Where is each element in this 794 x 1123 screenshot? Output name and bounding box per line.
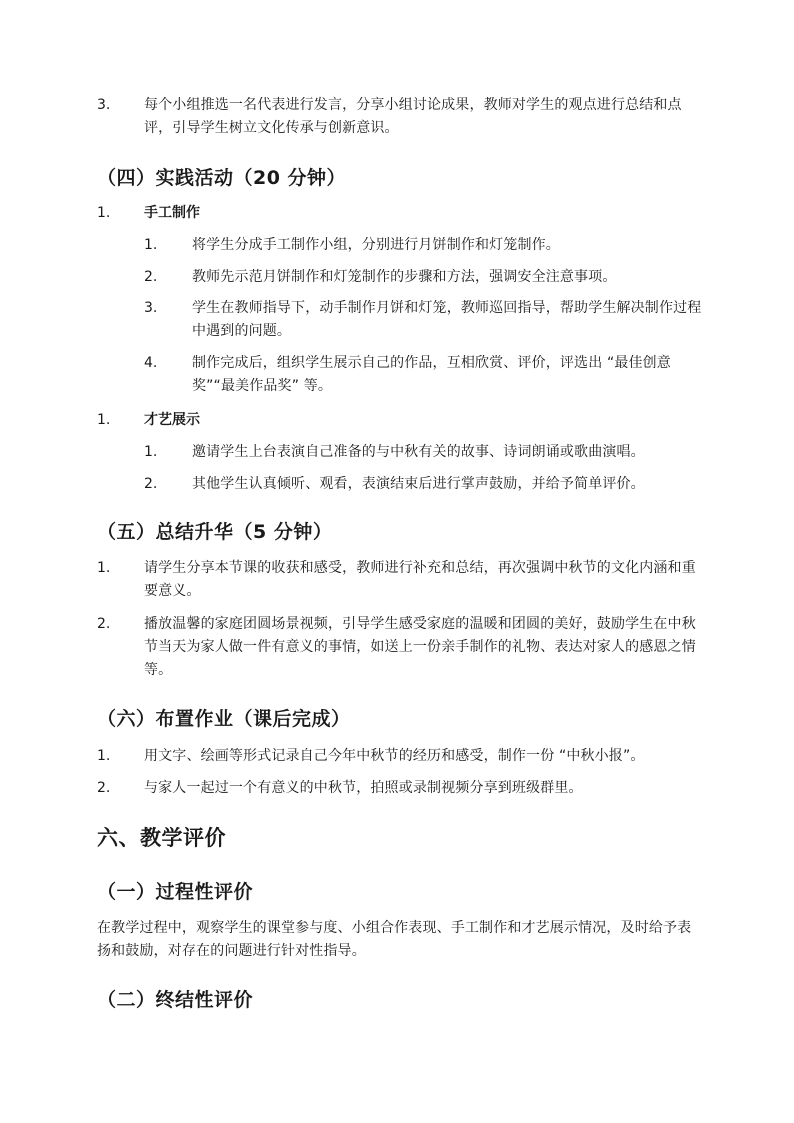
list-item-number: 1. [97,560,111,576]
group-number: 1. [97,205,111,221]
list-item-text: 其他学生认真倾听、观看，表演结束后进行掌声鼓励，并给予简单评价。 [192,476,645,492]
list-item-text: 每个小组推选一名代表进行发言，分享小组讨论成果，教师对学生的观点进行总结和点评，引导学生树立文化传承与创新意识。 [144,97,682,136]
list-item-text: 学生在教师指导下，动手制作月饼和灯笼，教师巡回指导，帮助学生解决制作过程中遇到的问题。 [192,300,702,339]
section-heading-process-evaluation: （一）过程性评价 [97,881,254,903]
group-title-talent: 才艺展示 [144,412,200,428]
list-item-text: 将学生分成手工制作小组，分别进行月饼制作和灯笼制作。 [192,237,560,253]
list-item-text: 请学生分享本节课的收获和感受，教师进行补充和总结，再次强调中秋节的文化内涵和重要意义。 [144,560,696,599]
list-item-number: 1. [97,748,111,764]
list-item-number: 4. [144,355,158,371]
section-heading-practice: （四）实践活动（20 分钟） [97,167,347,189]
list-item-text: 教师先示范月饼制作和灯笼制作的步骤和方法，强调安全注意事项。 [192,269,617,285]
group-number: 1. [97,412,111,428]
list-item-text: 与家人一起过一个有意义的中秋节，拍照或录制视频分享到班级群里。 [144,780,583,796]
list-item-number: 3. [97,97,111,113]
list-item-text: 播放温馨的家庭团圆场景视频，引导学生感受家庭的温暖和团圆的美好，鼓励学生在中秋节当天为家人做一件有意义的事情，如送上一份亲手制作的礼物、表达对家人的感恩之情等。 [144,616,696,678]
section-heading-summative-evaluation: （二）终结性评价 [97,989,254,1011]
list-item-text: 邀请学生上台表演自己准备的与中秋有关的故事、诗词朗诵或歌曲演唱。 [192,444,645,460]
paragraph-process-evaluation: 在教学过程中，观察学生的课堂参与度、小组合作表现、手工制作和才艺展示情况，及时给予表扬和鼓励，对存在的问题进行针对性指导。 [97,920,692,959]
list-item-number: 1. [144,444,158,460]
section-heading-homework: （六）布置作业（课后完成） [97,708,351,730]
list-item-number: 1. [144,237,158,253]
list-item-number: 2. [144,269,158,285]
list-item-number: 2. [97,780,111,796]
chapter-heading-evaluation: 六、教学评价 [97,826,226,850]
list-item-number: 2. [144,476,158,492]
list-item-number: 3. [144,300,158,316]
group-title-handcraft: 手工制作 [144,205,200,221]
section-heading-summary: （五）总结升华（5 分钟） [97,521,333,543]
list-item-text: 用文字、绘画等形式记录自己今年中秋节的经历和感受，制作一份 “中秋小报”。 [144,748,645,764]
list-item-number: 2. [97,616,111,632]
list-item-text: 制作完成后，组织学生展示自己的作品，互相欣赏、评价，评选出 “最佳创意奖”“最美作品奖” 等。 [192,355,671,394]
